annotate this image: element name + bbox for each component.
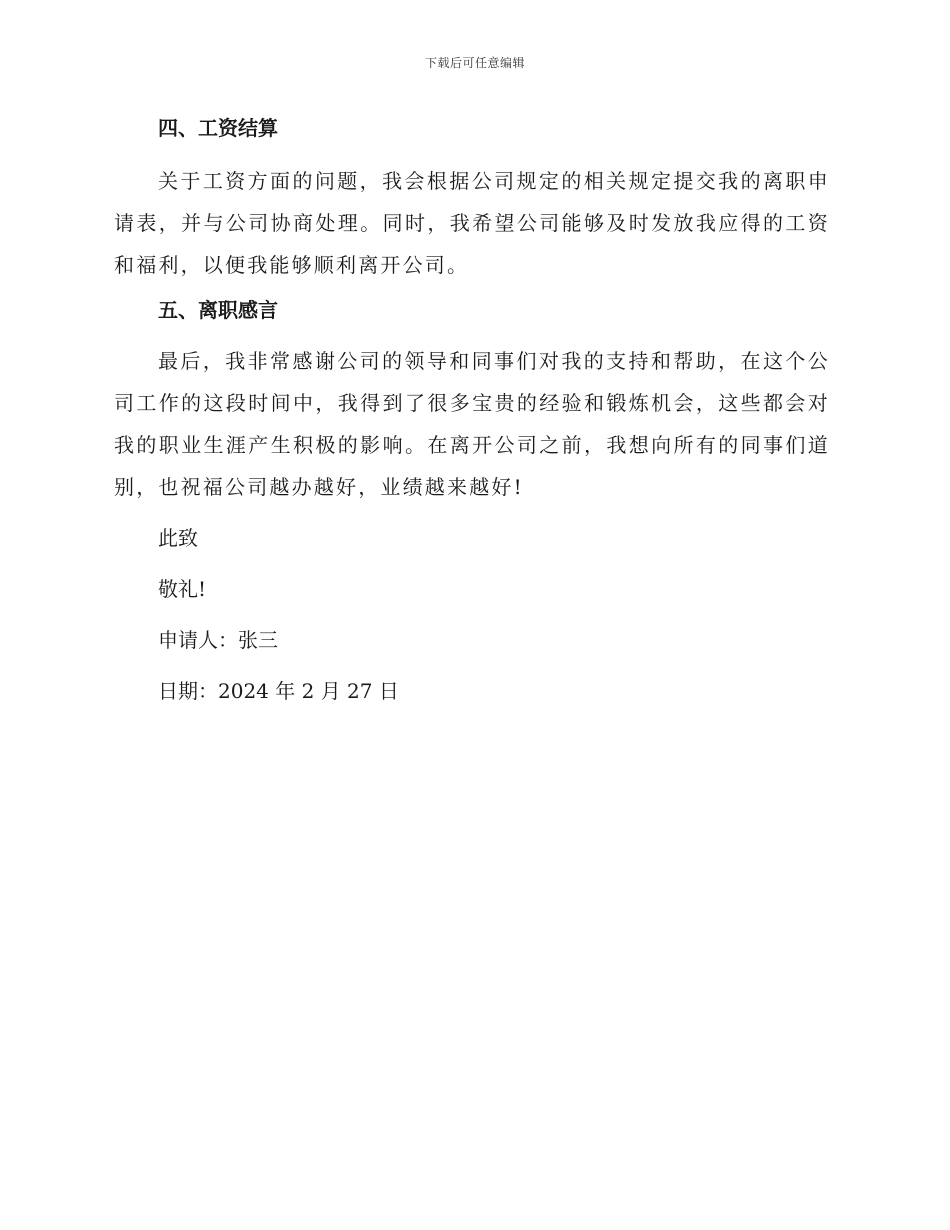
section-body-farewell: 最后，我非常感谢公司的领导和同事们对我的支持和帮助，在这个公司工作的这段时间中，我得到了很多宝贵的经验和锻炼机会，这些都会对我的职业生涯产生积极的影响。在离开公司之前，我想向所有的同事们道别，也祝福公司越办越好，业绩越来越好! — [114, 349, 830, 499]
document-body — [114, 108, 830, 722]
closing-salute: 敬礼! — [158, 577, 207, 601]
section-heading-farewell: 五、离职感言 — [158, 298, 278, 322]
applicant-line: 申请人：张三 — [158, 628, 278, 652]
closing-greeting: 此致 — [158, 526, 198, 550]
section-body-salary: 关于工资方面的问题，我会根据公司规定的相关规定提交我的离职申请表，并与公司协商处理。同时，我希望公司能够及时发放我应得的工资和福利，以便我能够顺利离开公司。 — [114, 169, 830, 277]
page-header: 下载后可任意编辑 — [424, 56, 525, 70]
date-line: 日期：2024 年 2 月 27 日 — [158, 679, 399, 703]
section-heading-salary: 四、工资结算 — [158, 116, 278, 140]
